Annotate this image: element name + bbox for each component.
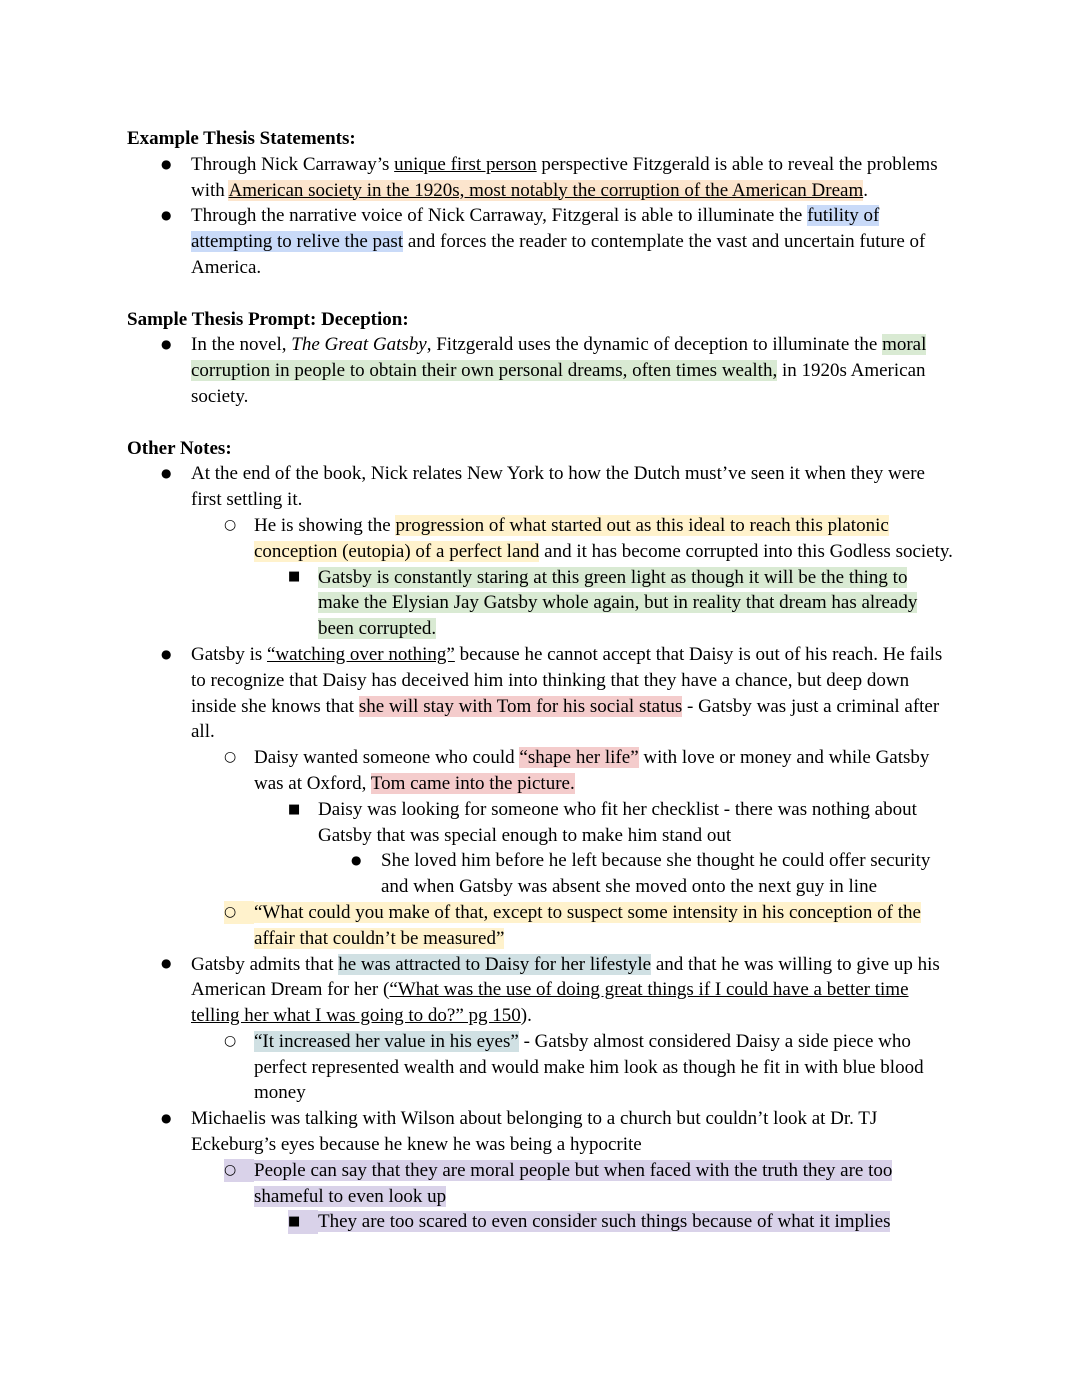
text-run: unique first person — [394, 153, 537, 175]
text-run: Through Nick Carraway’s — [191, 153, 395, 175]
text-run: They are too scared to even consider such things because of what it implies — [318, 1211, 891, 1233]
paragraph-text — [127, 128, 356, 149]
text-run: - Gatsby was just a criminal after all. — [191, 695, 940, 743]
paragraph-text — [127, 309, 409, 330]
paragraph-text — [318, 799, 917, 846]
paragraph-text — [381, 850, 930, 897]
bullet-square-icon: ■ — [288, 801, 301, 817]
paragraph-text — [191, 154, 938, 201]
text-run: ). — [520, 1005, 532, 1027]
text-run: in 1920s American society. — [191, 360, 926, 407]
text-run: She loved him before he left because she thought he could offer security and when Gatsby was absent she moved onto the next guy in line — [381, 850, 931, 898]
text-run: People can say that they are moral people but when faced with the truth they are too shameful to even look up — [254, 1159, 893, 1207]
paragraph-text — [254, 1160, 892, 1207]
text-run: At the end of the book, Nick relates New York to how the Dutch must’ve seen it when they were first settling it. — [191, 463, 925, 511]
bullet-disc-icon: ● — [161, 956, 172, 971]
blank-line — [127, 281, 953, 307]
bullet-disc-icon: ● — [161, 1111, 172, 1126]
text-run: he was attracted to Daisy for her lifestyle — [338, 953, 652, 975]
text-run: perspective Fitzgerald is able to reveal the problems with — [191, 153, 938, 201]
text-run: “What could you make of that, except to suspect some intensity in his conception of the affair that couldn’t be measured” — [254, 901, 921, 949]
bullet-disc-icon: ● — [161, 466, 172, 481]
text-run: Example Thesis Statements: — [127, 128, 356, 149]
text-run: . — [863, 179, 868, 201]
bullet-circle-icon: ○ — [224, 1032, 237, 1049]
bullet-item — [127, 203, 953, 280]
text-run: and it has become corrupted into this Godless society. — [539, 540, 953, 562]
text-run: - Gatsby almost considered Daisy a side piece who perfect represented wealth and would make him look as though he fit in with blue blood money — [254, 1030, 924, 1104]
paragraph-text — [254, 515, 953, 562]
section-heading — [127, 126, 953, 152]
text-run: In the novel, — [191, 334, 292, 356]
text-run: “watching over nothing” — [267, 643, 455, 665]
bullet-square-icon: ■ — [288, 1210, 318, 1234]
bullet-item — [127, 642, 953, 745]
bullet-disc-icon: ● — [351, 853, 362, 868]
text-run: progression of what started out as this ideal to reach this platonic conception (eutopia) of a perfect land — [254, 514, 889, 562]
text-run: Other Notes: — [127, 437, 232, 459]
text-run: He is showing the — [254, 514, 396, 536]
text-run: , Fitzgerald uses the dynamic of deception to illuminate the — [426, 334, 883, 356]
bullet-disc-icon: ● — [161, 208, 172, 223]
bullet-item — [127, 513, 953, 565]
text-run: and forces the reader to contemplate the vast and uncertain future of America. — [191, 231, 926, 278]
bullet-item — [127, 848, 953, 900]
text-run: Tom came into the picture. — [370, 772, 575, 794]
bullet-square-icon: ■ — [288, 569, 301, 585]
bullet-item — [127, 152, 953, 204]
bullet-disc-icon: ● — [161, 337, 172, 352]
text-run: futility of attempting to relive the past — [191, 205, 880, 253]
bullet-disc-icon: ● — [161, 156, 172, 171]
blank-line — [127, 410, 953, 436]
text-run: “It increased her value in his eyes” — [254, 1030, 519, 1052]
text-run: Michaelis was talking with Wilson about belonging to a church but couldn’t look at Dr. TJ Eckeburg’s eyes because he knew he was being a hypocrite — [191, 1108, 878, 1156]
text-run: The Great Gatsby — [291, 334, 427, 356]
bullet-item — [127, 745, 953, 797]
bullet-item — [127, 332, 953, 409]
bullet-item — [127, 461, 953, 513]
bullet-item — [127, 565, 953, 642]
paragraph-text — [191, 954, 940, 1027]
text-run: “What was the use of doing great things if I could have a better time telling her what I was going to do?” pg 150 — [191, 979, 909, 1027]
text-run: Daisy wanted someone who could — [254, 747, 520, 769]
bullet-circle-icon: ○ — [224, 901, 254, 925]
paragraph-text — [127, 438, 232, 459]
paragraph-text — [191, 1108, 877, 1155]
paragraph-text — [191, 334, 926, 407]
text-run: she will stay with Tom for his social status — [358, 695, 683, 717]
text-run: moral corruption in people to obtain their own personal dreams, often times wealth, — [191, 334, 927, 382]
text-run: Gatsby admits that — [191, 953, 339, 975]
text-run: Daisy was looking for someone who fit her checklist - there was nothing about Gatsby that was special enough to make him stand out — [318, 798, 917, 846]
bullet-item — [127, 1106, 953, 1158]
bullet-item — [127, 1029, 953, 1106]
document-page — [127, 126, 953, 1235]
text-run: “shape her life” — [519, 747, 639, 769]
section-heading — [127, 307, 953, 333]
text-run: Gatsby is — [191, 643, 267, 665]
text-run: Gatsby is constantly staring at this green light as though it will be the thing to make the Elysian Jay Gatsby whole again, but in reality that dream has already been corrupted. — [318, 566, 918, 640]
text-run: American society in the 1920s, most notably the corruption of the American Dream — [228, 179, 864, 201]
bullet-disc-icon: ● — [161, 646, 172, 661]
text-run: Through the narrative voice of Nick Carraway, Fitzgeral is able to illuminate the — [191, 205, 808, 227]
bullet-circle-icon: ○ — [224, 1159, 254, 1183]
bullet-item — [127, 952, 953, 1029]
paragraph-text — [191, 644, 942, 742]
bullet-item — [127, 1209, 953, 1235]
paragraph-text — [254, 1031, 924, 1104]
paragraph-text — [318, 567, 917, 640]
text-run: Sample Thesis Prompt: Deception: — [127, 308, 409, 330]
paragraph-text — [318, 1211, 890, 1232]
bullet-item — [127, 900, 953, 952]
paragraph-text — [254, 747, 929, 794]
text-run: because he cannot accept that Daisy is out of his reach. He fails to recognize that Daisy has deceived him into thinking that they have a chance, but deep down inside she knows that — [191, 643, 943, 717]
section-heading — [127, 436, 953, 462]
paragraph-text — [191, 463, 925, 510]
bullet-circle-icon: ○ — [224, 516, 237, 533]
paragraph-text — [191, 205, 925, 278]
bullet-item — [127, 1158, 953, 1210]
text-run: with love or money and while Gatsby was at Oxford, — [254, 747, 930, 794]
bullet-item — [127, 797, 953, 849]
text-run: and that he was willing to give up his American Dream for her ( — [191, 953, 940, 1001]
bullet-circle-icon: ○ — [224, 748, 237, 765]
paragraph-text — [254, 902, 921, 949]
